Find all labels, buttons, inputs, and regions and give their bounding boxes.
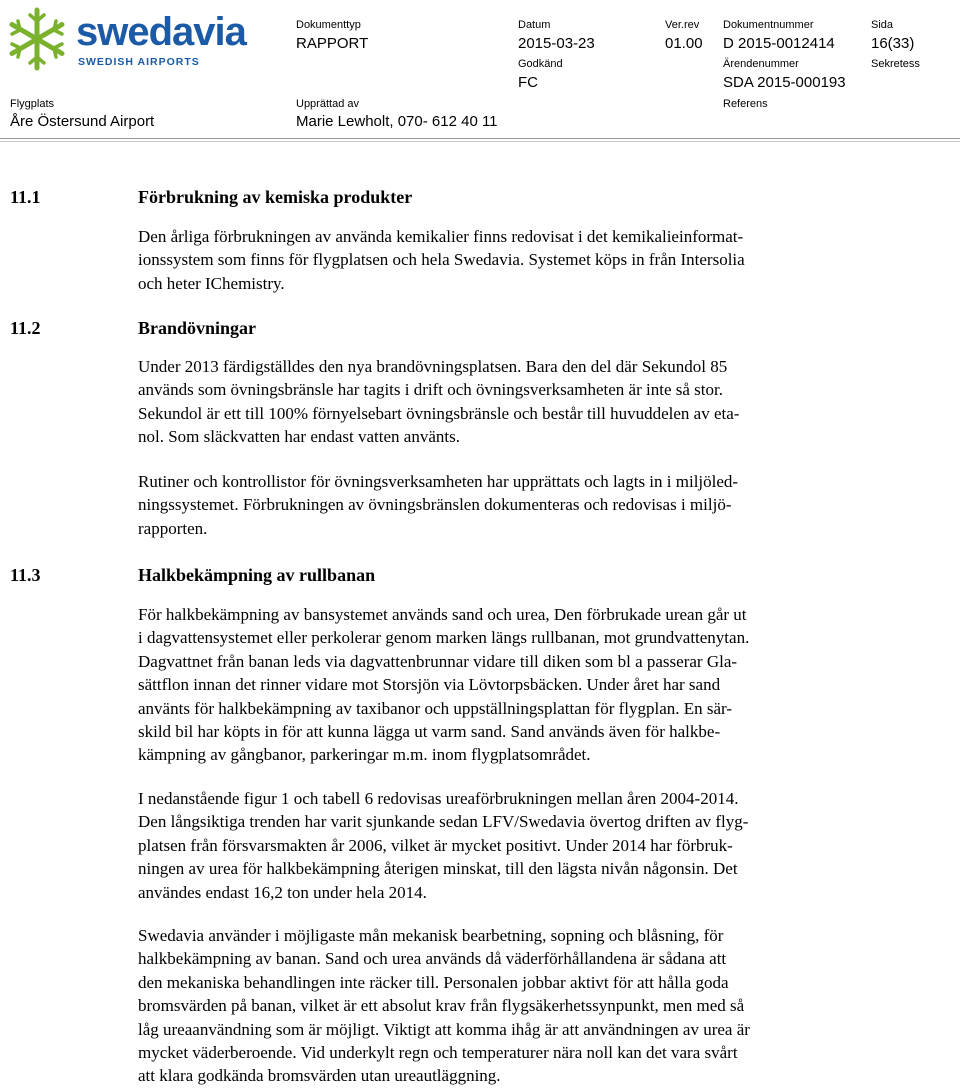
doc-number-value: D 2015-0012414 xyxy=(723,35,835,52)
airport-label: Flygplats xyxy=(10,98,55,110)
header-divider-secondary xyxy=(0,141,960,142)
swedavia-logo xyxy=(4,6,246,76)
text-line: Swedavia använder i möjligaste mån mekanisk bearbetning, sopning och blåsning, för xyxy=(138,926,724,945)
airport-value: Åre Östersund Airport xyxy=(10,113,155,130)
author-label: Upprättad av xyxy=(296,98,359,110)
paragraph xyxy=(138,924,863,1088)
paragraph xyxy=(138,787,863,904)
section-title: Brandövningar xyxy=(138,318,257,338)
paragraph xyxy=(138,603,863,767)
approved-value: FC xyxy=(518,74,538,91)
text-line: ningssystemet. Förbrukningen av övningsbränslen dokumenteras och redovisas i miljö- xyxy=(138,495,732,515)
text-line: ningen av urea för halkbekämpning återigen minskat, till den lägsta nivån någonsin. Det xyxy=(138,859,738,879)
text-line: använts för halkbekämpning av taxibanor och uppställningsplattan för flygplan. En sär- xyxy=(138,698,733,718)
page-label: Sida xyxy=(871,19,894,31)
text-line: Sekundol är ett till 100% förnyelsebart övningsbränsle och består till huvuddelen av eta- xyxy=(138,403,740,423)
paragraph xyxy=(138,225,863,295)
doc-type-label: Dokumenttyp xyxy=(296,19,361,31)
text-line: Den långsiktiga trenden har varit sjunkande sedan LFV/Swedavia övertog driften av flyg- xyxy=(138,812,749,832)
date-value: 2015-03-23 xyxy=(518,35,595,52)
text-line: nol. Som släckvatten har endast vatten använts. xyxy=(138,427,460,447)
text-line: Dagvattnet från banan leds via dagvattenbrunnar vidare till diken som bl a passerar Gla- xyxy=(138,651,738,671)
text-line: platsen från försvarsmakten år 2006, vilket är mycket positivt. Under 2014 har förbruk- xyxy=(138,835,733,855)
text-line: används som övningsbränsle har tagits i drift och övningsverksamheten är inte så stor. xyxy=(138,380,723,400)
text-line: skild bil har köpts in för att kunna lägga ut varm sand. Sand används även för halkbe- xyxy=(138,722,721,742)
text-line: i dagvattensystemet eller perkolerar genom marken längs rullbanan, mot grundvattenytan. xyxy=(138,628,750,648)
brand-subtitle: SWEDISH AIRPORTS xyxy=(78,56,200,68)
section-number: 11.3 xyxy=(10,565,41,585)
snowflake-logo-icon xyxy=(4,6,70,72)
section-number: 11.2 xyxy=(10,318,41,338)
version-value: 01.00 xyxy=(665,35,703,52)
section-title: Förbrukning av kemiska produkter xyxy=(138,187,413,207)
doc-number-label: Dokumentnummer xyxy=(723,19,814,31)
version-label: Ver.rev xyxy=(665,19,700,31)
text-line: och heter IChemistry. xyxy=(138,273,285,293)
text-line: kämpning av gångbanor, parkeringar m.m. inom flygplatsområdet. xyxy=(138,745,591,765)
date-label: Datum xyxy=(518,19,551,31)
document-header xyxy=(0,0,960,145)
paragraph xyxy=(138,355,863,449)
text-line: låg ureaanvändning som är möjligt. Viktigt att komma ihåg är att användningen av urea är xyxy=(138,1019,750,1039)
text-line: I nedanstående figur 1 och tabell 6 redovisas ureaförbrukningen mellan åren 2004-2014. xyxy=(138,789,739,808)
text-line: användes endast 16,2 ton under hela 2014. xyxy=(138,882,427,902)
page-value: 16(33) xyxy=(871,35,915,52)
brand-name: swedavia xyxy=(76,10,246,54)
text-line: bromsvärden på banan, vilket är ett absolut krav från flygsäkerhetssynpunkt, men med så xyxy=(138,996,745,1016)
text-line: rapporten. xyxy=(138,518,208,538)
text-line: att klara godkända bromsvärden utan ureautläggning. xyxy=(138,1066,501,1086)
doc-type-value: RAPPORT xyxy=(296,35,369,52)
approved-label: Godkänd xyxy=(518,58,563,70)
text-line: Under 2013 färdigställdes den nya brandövningsplatsen. Bara den del där Sekundol 85 xyxy=(138,357,728,376)
section-title: Halkbekämpning av rullbanan xyxy=(138,565,376,585)
text-line: sättflon innan det rinner vidare mot Storsjön via Lövtorpsbäcken. Under året har sand xyxy=(138,675,721,695)
text-line: den mekaniska behandlingen inte räcker till. Personalen jobbar aktivt för att hålla goda xyxy=(138,972,729,992)
author-value: Marie Lewholt, 070- 612 40 11 xyxy=(296,113,498,130)
reference-label: Referens xyxy=(723,98,768,110)
section-number: 11.1 xyxy=(10,187,41,207)
text-line: ionssystem som finns för flygplatsen och hela Swedavia. Systemet köps in från Intersolia xyxy=(138,250,745,270)
case-number-label: Ärendenummer xyxy=(723,58,799,70)
case-number-value: SDA 2015-000193 xyxy=(723,74,846,91)
header-divider xyxy=(0,138,960,139)
text-line: halkbekämpning av banan. Sand och urea används då väderförhållandena är sådana att xyxy=(138,949,727,969)
text-line: Den årliga förbrukningen av använda kemikalier finns redovisat i det kemikalieinformat- xyxy=(138,227,744,246)
text-line: mycket väderberoende. Vid underkylt regn och temperaturer nära noll kan det vara svårt xyxy=(138,1043,738,1063)
paragraph xyxy=(138,470,863,540)
text-line: För halkbekämpning av bansystemet används sand och urea, Den förbrukade urean går ut xyxy=(138,605,747,624)
secrecy-label: Sekretess xyxy=(871,58,920,70)
text-line: Rutiner och kontrollistor för övningsverksamheten har upprättats och lagts in i miljöled- xyxy=(138,472,739,491)
